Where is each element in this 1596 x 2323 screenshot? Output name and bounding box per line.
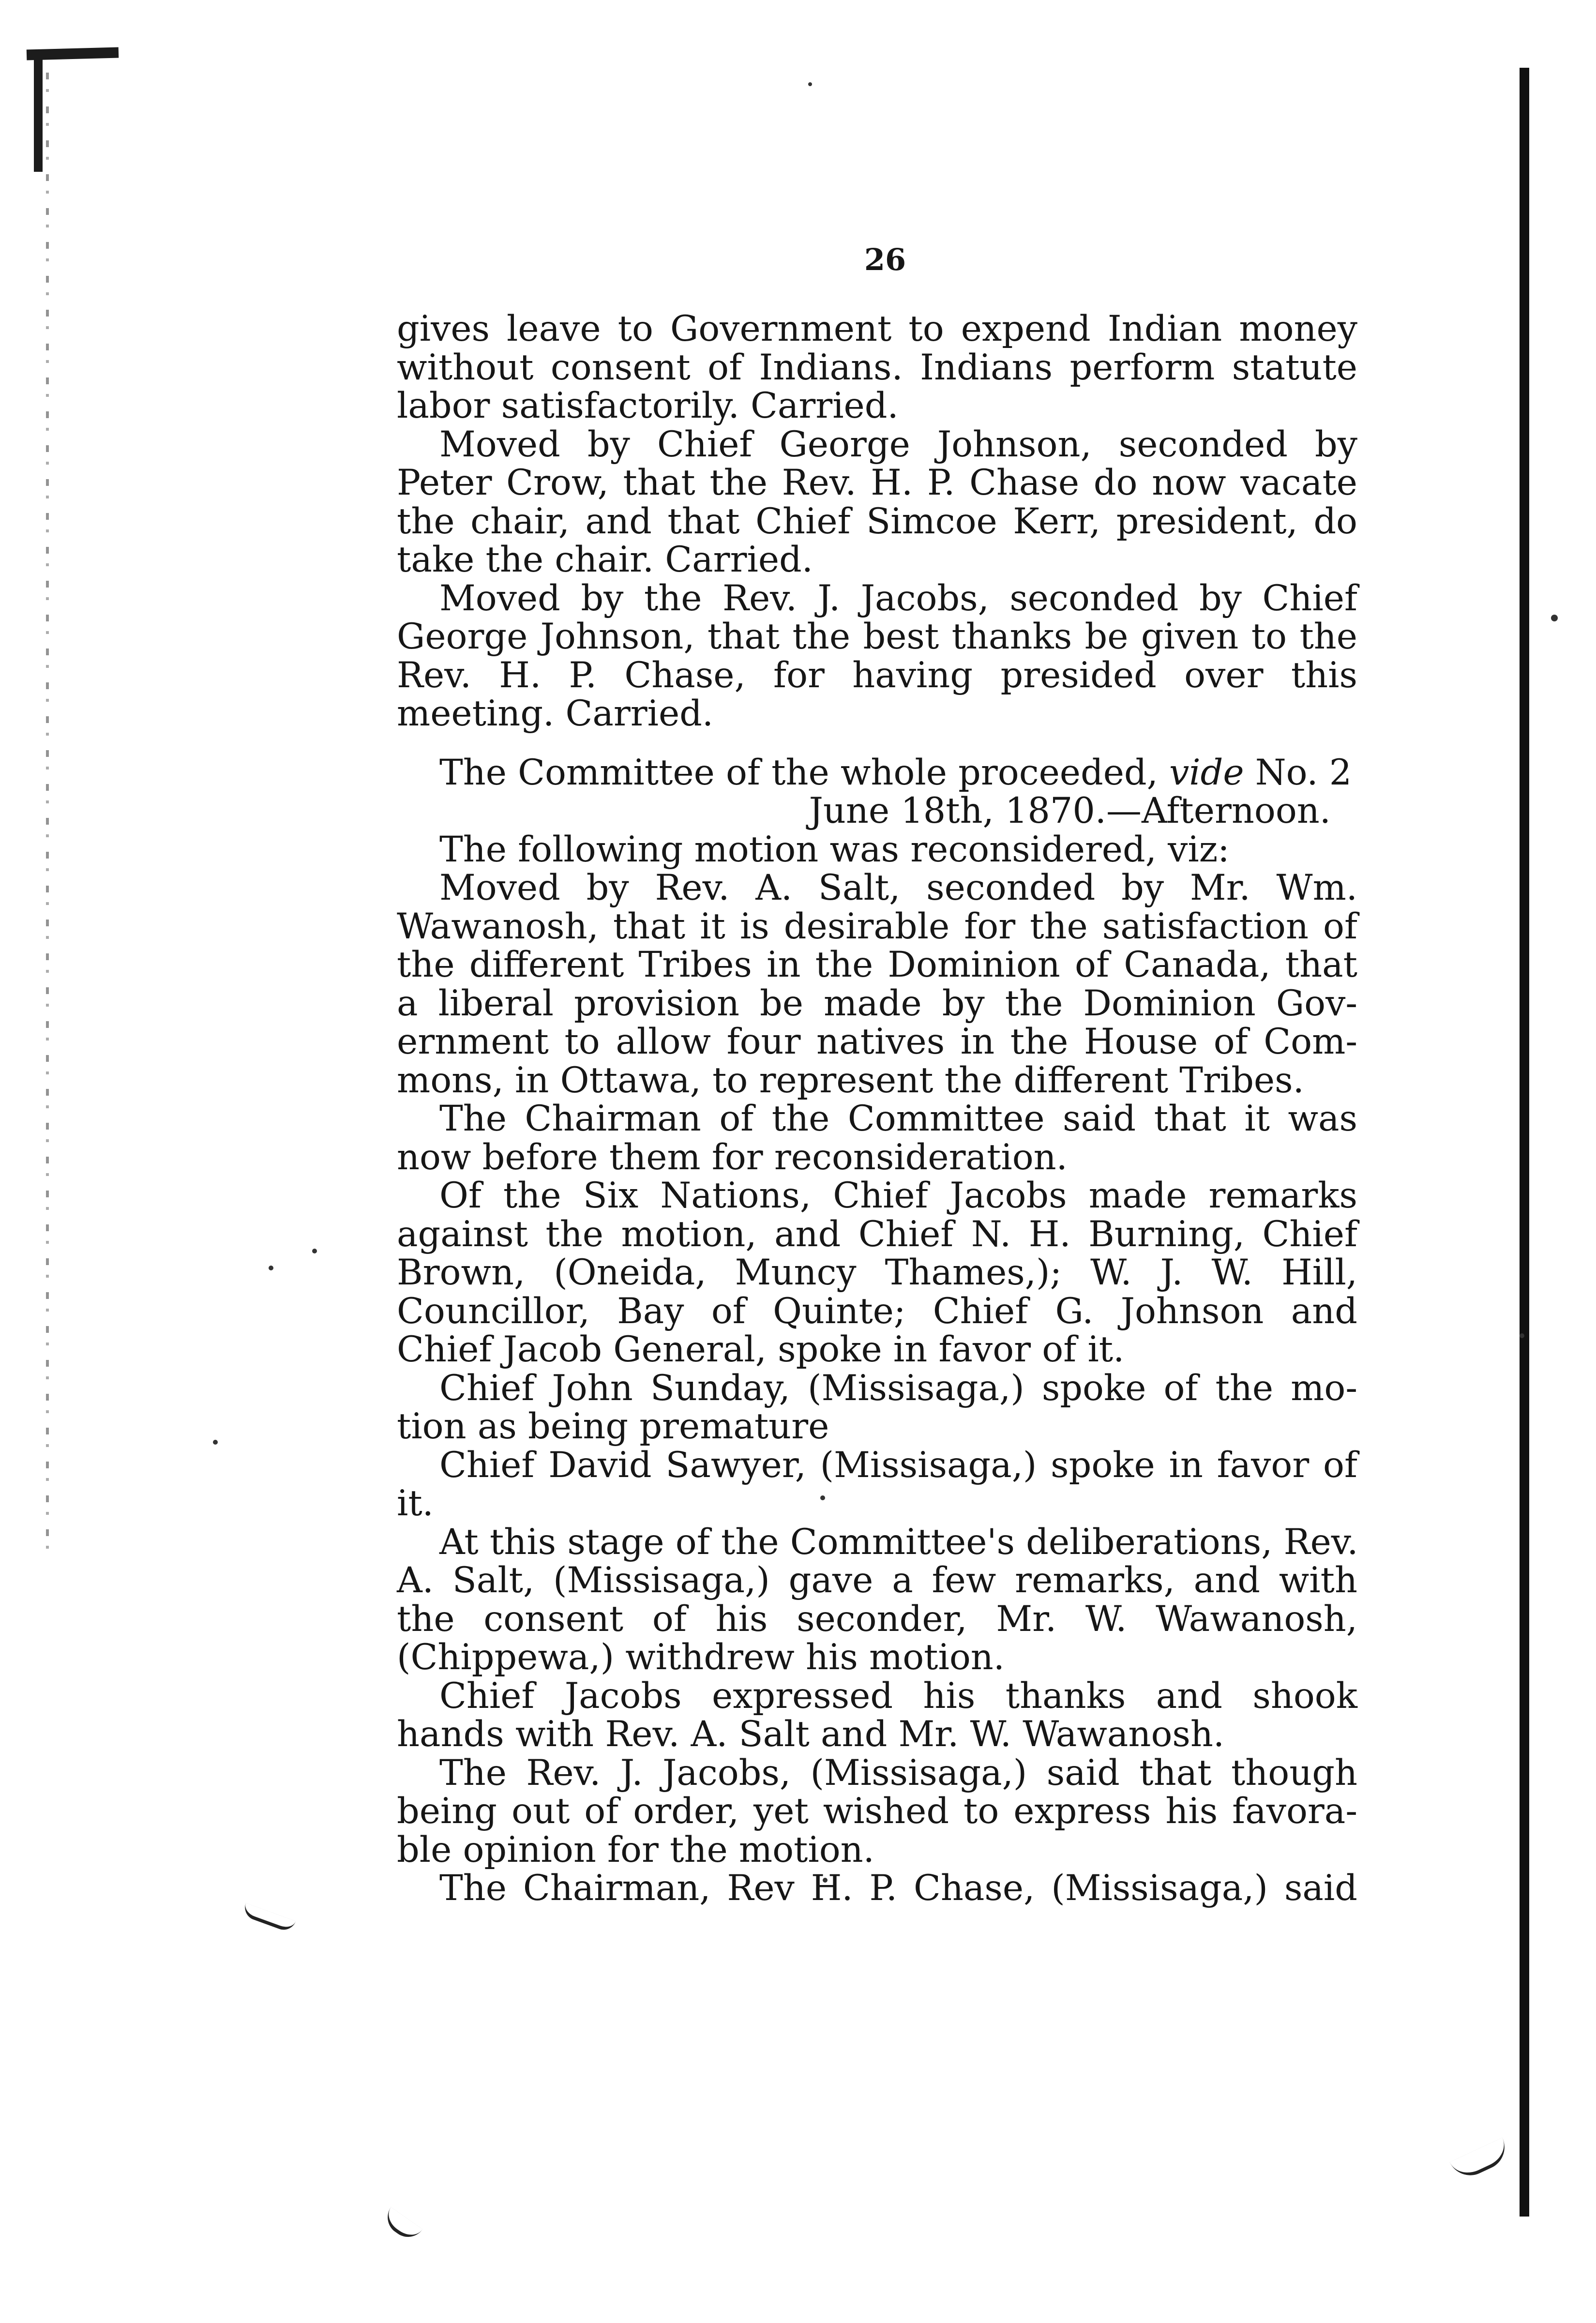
text-line: Brown, (Oneida, Muncy Thames,); W. J. W. Hill,: [397, 1252, 1357, 1293]
scan-speck: [269, 1266, 273, 1270]
text-line: ble opinion for the motion.: [397, 1829, 874, 1870]
text-line: against the motion, and Chief N. H. Burning, Chief: [397, 1213, 1357, 1255]
text-line: Rev. H. P. Chase, for having presided over this: [397, 654, 1357, 696]
text-line: Moved by the Rev. J. Jacobs, seconded by Chief: [439, 577, 1357, 619]
committee-note: The Committee of the whole proceeded, vide No. 2: [439, 752, 1352, 793]
text-line: the different Tribes in the Dominion of Canada, that: [397, 944, 1357, 985]
paragraph: [397, 869, 1357, 1100]
text-line: The following motion was reconsidered, viz:: [439, 829, 1230, 870]
text-line: labor satisfactorily. Carried.: [397, 385, 899, 426]
text-line: gives leave to Government to expend Indian money: [397, 308, 1357, 349]
text-line: Chief Jacobs expressed his thanks and shook: [439, 1675, 1357, 1717]
text-line: Wawanosh, that it is desirable for the satisfaction of: [397, 905, 1357, 947]
paragraph: [397, 1869, 1357, 1908]
text-line: the chair, and that Chief Simcoe Kerr, president, do: [397, 500, 1357, 542]
scan-edge-shadow: [46, 73, 49, 1563]
scan-mark: [241, 1903, 296, 1933]
scan-speck: [213, 1440, 218, 1445]
text-line: (Chippewa,) withdrew his motion.: [397, 1637, 1005, 1678]
text-line: Moved by Chief George Johnson, seconded by: [439, 423, 1357, 465]
paragraph: [397, 425, 1357, 579]
text-line: The Chairman of the Committee said that it was: [439, 1098, 1357, 1139]
paragraph: [397, 1177, 1357, 1369]
text-line: Chief Jacob General, spoke in favor of it.: [397, 1329, 1125, 1370]
paragraph: [397, 1369, 1357, 1446]
paragraph: [397, 579, 1357, 733]
text-line: The Rev. J. Jacobs, (Missisaga,) said that though: [439, 1752, 1357, 1794]
text-line: Chief David Sawyer, (Missisaga,) spoke in favor of: [439, 1444, 1357, 1486]
scan-mark: [381, 2207, 423, 2244]
text-line: Of the Six Nations, Chief Jacobs made remarks: [439, 1175, 1357, 1216]
paragraph: [397, 1677, 1357, 1754]
text-line: The Chairman, Rev H. P. Chase, (Missisaga,) said: [439, 1868, 1357, 1909]
session-date: June 18th, 1870.—Afternoon.: [809, 790, 1331, 831]
text-line: it.: [397, 1483, 434, 1524]
text-line: take the chair. Carried.: [397, 539, 813, 580]
text-line: A. Salt, (Missisaga,) gave a few remarks, and with: [397, 1560, 1357, 1601]
text-line: mons, in Ottawa, to represent the different Tribes.: [397, 1059, 1304, 1101]
scan-mark: [1450, 2138, 1512, 2183]
paragraph: [397, 1754, 1357, 1870]
scan-speck: [808, 82, 812, 86]
text-line: meeting. Carried.: [397, 693, 714, 734]
text-line: without consent of Indians. Indians perform statute: [397, 347, 1357, 388]
text-line: Councillor, Bay of Quinte; Chief G. Johnson and: [397, 1290, 1357, 1332]
paragraph: [397, 1523, 1357, 1677]
paragraph: [397, 1100, 1357, 1177]
paragraph: [397, 830, 1357, 869]
binding-edge-line: [1520, 68, 1529, 2217]
text-line: the consent of his seconder, Mr. W. Wawanosh,: [397, 1598, 1357, 1640]
scan-speck: [1551, 615, 1558, 621]
text-line: tion as being premature: [397, 1406, 829, 1447]
scan-speck: [1520, 1333, 1524, 1338]
vide-reference: vide: [1169, 752, 1244, 793]
text-line: hands with Rev. A. Salt and Mr. W. Wawanosh.: [397, 1714, 1225, 1755]
text-line: now before them for reconsideration.: [397, 1136, 1068, 1178]
paragraph: [397, 1446, 1357, 1523]
paragraph: [397, 310, 1357, 425]
text-line: Peter Crow, that the Rev. H. P. Chase do now vacate: [397, 462, 1357, 503]
scan-edge-mark: [34, 51, 43, 172]
text-line: being out of order, yet wished to express his favora-: [397, 1791, 1357, 1832]
text-line: At this stage of the Committee's deliberations, Rev.: [439, 1521, 1358, 1563]
text-line: Chief John Sunday, (Missisaga,) spoke of the mo-: [439, 1367, 1357, 1409]
text-line: a liberal provision be made by the Dominion Gov-: [397, 982, 1357, 1024]
page-number: 26: [864, 242, 906, 277]
scan-speck: [312, 1249, 317, 1253]
text-line: George Johnson, that the best thanks be given to the: [397, 616, 1357, 657]
document-body: [397, 310, 1357, 1908]
text-line: ernment to allow four natives in the House of Com-: [397, 1021, 1357, 1062]
text-line: Moved by Rev. A. Salt, seconded by Mr. Wm.: [439, 867, 1357, 908]
